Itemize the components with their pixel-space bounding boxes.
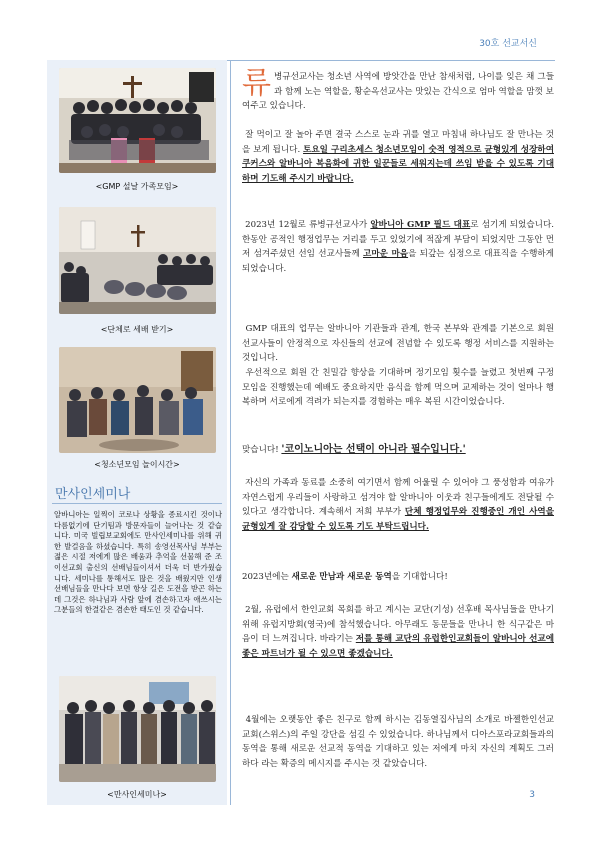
koinonia-statement: '코이노니아는 선택이 아니라 필수입니다.' xyxy=(281,444,466,455)
photo-seminar-group xyxy=(59,676,216,782)
main-paragraph-3 xyxy=(242,218,554,276)
main-paragraph-7 xyxy=(242,476,554,534)
paragraph-text: 맞습니다! xyxy=(242,445,282,455)
paragraph-text: 병규선교사는 청소년 사역에 방앗간을 만난 참새처럼, 나이를 잊은 채 그들과 함께 노는 역할을, 황순옥선교사는 맛있는 간식으로 엄마 역할을 맘껏 보여주고 있습니다. xyxy=(242,72,554,112)
main-paragraph-10 xyxy=(242,713,554,771)
partnership-hope: 저를 통해 교단의 유럽한인교회들이 알바니아 선교에 좋은 파트너가 될 수 있으면 좋겠습니다. xyxy=(242,634,554,659)
main-paragraph-6 xyxy=(242,443,554,458)
paragraph-text: 우선적으로 회원 간 친밀감 향상을 기대하며 정기모임 횟수를 늘렸고 첫번째 구정모임을 진행했는데 예배도 중요하지만 음식을 함께 먹으며 교제하는 것이 얼마나 행복하며 서로에게 격려가 되는지를 경험하는 매우 복된 시간이었습니다. xyxy=(242,368,554,408)
paragraph-text: 자신의 가족과 동료를 소중히 여기면서 함께 어울릴 수 있어야 그 풍성함과 여유가 자연스럽게 우리들이 사랑하고 섬겨야 할 알바니아 이웃과 친구들에게도 전달될 수 있다고 생각합니다. 계속해서 저희 부부가 xyxy=(242,478,554,518)
paragraph-text: GMP 대표의 업무는 알바니아 기관들과 관계, 한국 본부와 관계를 기본으로 회원 선교사들이 안정적으로 자신들의 선교에 전념할 수 있도록 행정 서비스를 지원하는 것입니다. xyxy=(242,324,555,364)
paragraph-text: 잘 먹이고 잘 놀아 주면 결국 스스로 눈과 귀를 열고 마침내 하나님도 잘 만나는 것을 보게 됩니다. xyxy=(242,130,554,155)
section-rule xyxy=(52,503,222,504)
main-paragraph-1 xyxy=(242,66,554,114)
issue-label: 30호 선교서신 xyxy=(479,39,537,49)
paragraph-text: 2023년에는 xyxy=(242,572,292,582)
main-paragraph-2 xyxy=(242,128,554,186)
main-paragraph-8 xyxy=(242,570,554,585)
main-paragraph-9 xyxy=(242,603,554,661)
photo-youth-game xyxy=(59,347,216,453)
paragraph-text: 을 되갚는 심정으로 대표직을 수행하게 되었습니다. xyxy=(242,249,554,274)
prayer-request: 단체 행정업무와 진행중인 개인 사역을 균형있게 잘 감당할 수 있도록 기도 부탁드립니다. xyxy=(242,507,554,532)
photo-family-gathering xyxy=(59,68,216,173)
paragraph-text: 로 섬기게 되었습니다. 한동안 공적인 행정업무는 거리를 두고 있었기에 적잖게 부담이 되었지만 그동안 먼저 섬겨주셨던 선임 선교사들께 xyxy=(242,220,554,260)
paragraph-text: 4월에는 오랫동안 좋은 친구로 함께 하시는 김동열집사님의 소개로 바젤한인선교교회(스위스)의 주일 강단을 섬길 수 있었습니다. 하나님께서 디아스포라교회들과의 동역을 통해 새로운 선교적 동역을 기대하고 있는 저에게 마치 자신의 계획도 그러하다 라는 확증의 메시지를 주시는 것 같았습니다. xyxy=(242,715,554,769)
photo-caption: <만사인세미나> xyxy=(107,790,167,799)
photo-caption: <GMP 설날 가족모임> xyxy=(95,182,179,191)
paragraph-text: 2023년 12월로 류병규선교사가 xyxy=(245,220,371,230)
main-paragraph-4 xyxy=(242,322,554,366)
drop-cap: 류 xyxy=(242,66,271,101)
section-title: 만사인세미나 xyxy=(55,487,131,502)
photo-caption: <단체로 세배 받기> xyxy=(100,325,174,334)
grateful-heart: 고마운 마음 xyxy=(363,249,409,260)
column-divider xyxy=(230,60,231,805)
main-paragraph-5 xyxy=(242,366,554,410)
paragraph-text: 을 기대합니다! xyxy=(391,572,448,582)
page-number: 3 xyxy=(529,790,535,800)
paragraph-text: 2월, 유럽에서 한인교회 목회를 하고 계시는 교단(기성) 선후배 목사님들을 만나기 위해 유럽지방회(영국)에 참석했습니다. 아무래도 동문들을 만나니 한 식구같은 마음이 더 느껴집니다. 바라기는 xyxy=(242,605,554,645)
prayer-request: 토요일 구리초세스 청소년모임이 숫적 영적으로 균형있게 성장하여 쿠커스와 알바니아 복음화에 귀한 일꾼들로 세워지는데 쓰임 받을 수 있도록 기대하며 기도해 주시기 바랍니다. xyxy=(242,144,554,184)
new-partnership: 새로운 만남과 새로운 동역 xyxy=(291,572,392,582)
photo-group-bow xyxy=(59,207,216,314)
field-representative: 알바니아 GMP 필드 대표 xyxy=(370,220,471,230)
photo-caption: <청소년모임 놀이시간> xyxy=(94,460,180,469)
seminar-body: 알바니아는 일찍이 코로나 상황을 종료시킨 것이나 다름없기에 단기팀과 방문자들이 늘어나는 것 같습니다. 미국 빌립보교회에도 만사인세미나를 위해 귀한 발걸음을 하셨습니다. 특히 송영선목사님 부부는 젊은 시절 저에게 많은 배움과 추억을 선물해 준 조이선교회 출신의 선배님들이셔서 더욱 더 반가웠습니다. 세미나를 통해서도 많은 것을 배웠지만 인생 선배님들을 만나다 보면 항상 길은 도전을 받곤 하는데 그것은 하나님과 사람 앞에 겸손하고자 애쓰시는 그분들의 한결같은 겸손한 태도인 것 같습니다. xyxy=(54,510,222,615)
